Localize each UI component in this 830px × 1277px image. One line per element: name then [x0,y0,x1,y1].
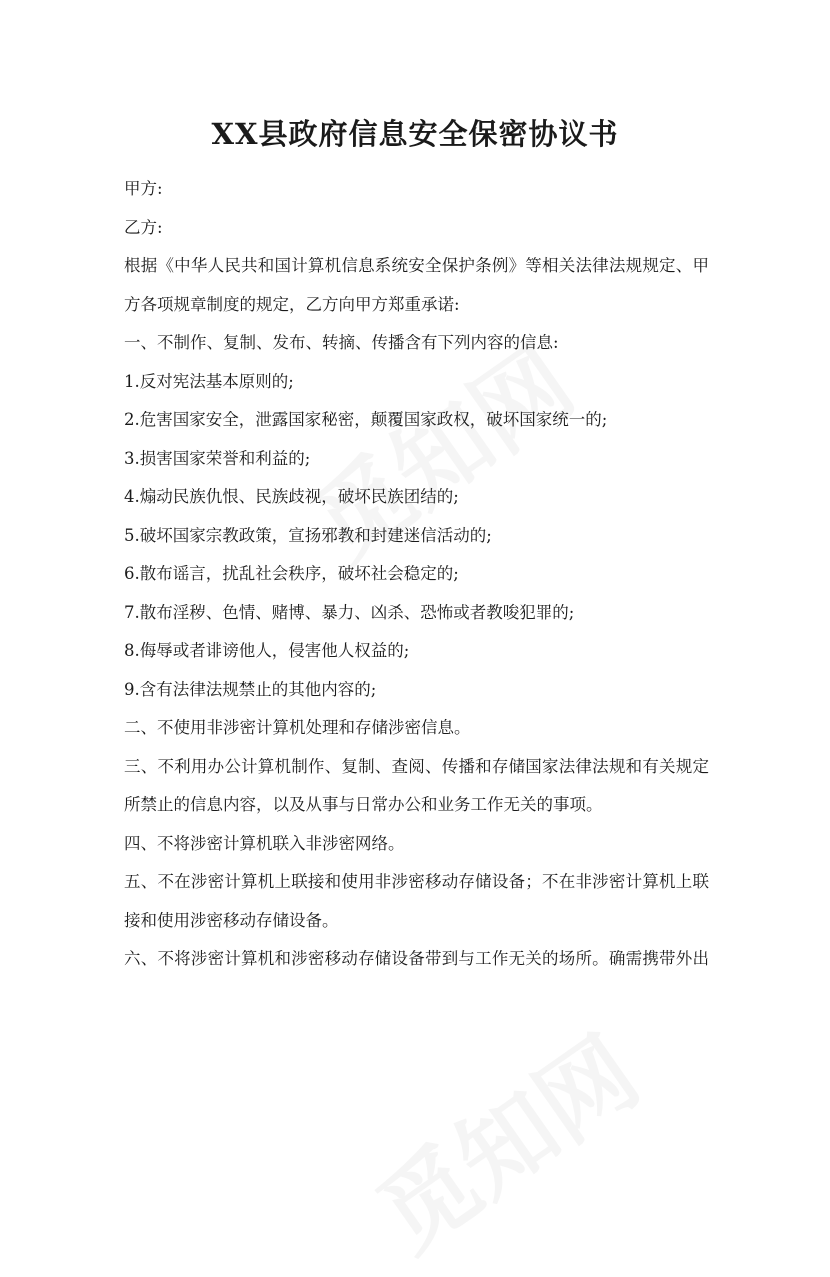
paragraph-line: 根据《中华人民共和国计算机信息系统安全保护条例》等相关法律法规规定、甲 [124,256,709,275]
list-item: 8.侮辱或者诽谤他人，侵害他人权益的; [124,641,410,660]
list-item: 6.散布谣言，扰乱社会秩序，破坏社会稳定的; [124,564,459,583]
list-item: 4.煽动民族仇恨、民族歧视，破坏民族团结的; [124,487,459,506]
section-heading: 五、不在涉密计算机上联接和使用非涉密移动存储设备；不在非涉密计算机上联 [124,872,709,891]
list-item: 2.危害国家安全，泄露国家秘密，颠覆国家政权，破坏国家统一的; [124,410,608,429]
list-item: 1.反对宪法基本原则的; [124,371,294,391]
watermark [347,1000,661,1277]
section-heading: 三、不利用办公计算机制作、复制、查阅、传播和存储国家法律法规和有关规定 [124,756,709,776]
section-heading: 四、不将涉密计算机联入非涉密网络。 [124,833,405,853]
party-a-line: 甲方: [124,179,163,198]
section-heading: 六、不将涉密计算机和涉密移动存储设备带到与工作无关的场所。确需携带外出 [124,949,709,968]
paragraph-line: 接和使用涉密移动存储设备。 [124,910,339,930]
document-body [124,170,709,979]
list-item: 3.损害国家荣誉和利益的; [124,448,311,468]
list-item: 9.含有法律法规禁止的其他内容的; [124,679,377,699]
list-item: 7.散布淫秽、色情、赌博、暴力、凶杀、恐怖或者教唆犯罪的; [124,602,575,622]
document-title: XX县政府信息安全保密协议书 [211,117,619,151]
section-heading: 二、不使用非涉密计算机处理和存储涉密信息。 [124,718,471,737]
paragraph-line: 所禁止的信息内容，以及从事与日常办公和业务工作无关的事项。 [124,795,603,814]
list-item: 5.破坏国家宗教政策，宣扬邪教和封建迷信活动的; [124,525,492,545]
paragraph-line: 方各项规章制度的规定，乙方向甲方郑重承诺: [124,294,460,314]
section-heading: 一、不制作、复制、发布、转摘、传播含有下列内容的信息: [124,333,559,352]
party-b-line: 乙方: [124,217,163,237]
